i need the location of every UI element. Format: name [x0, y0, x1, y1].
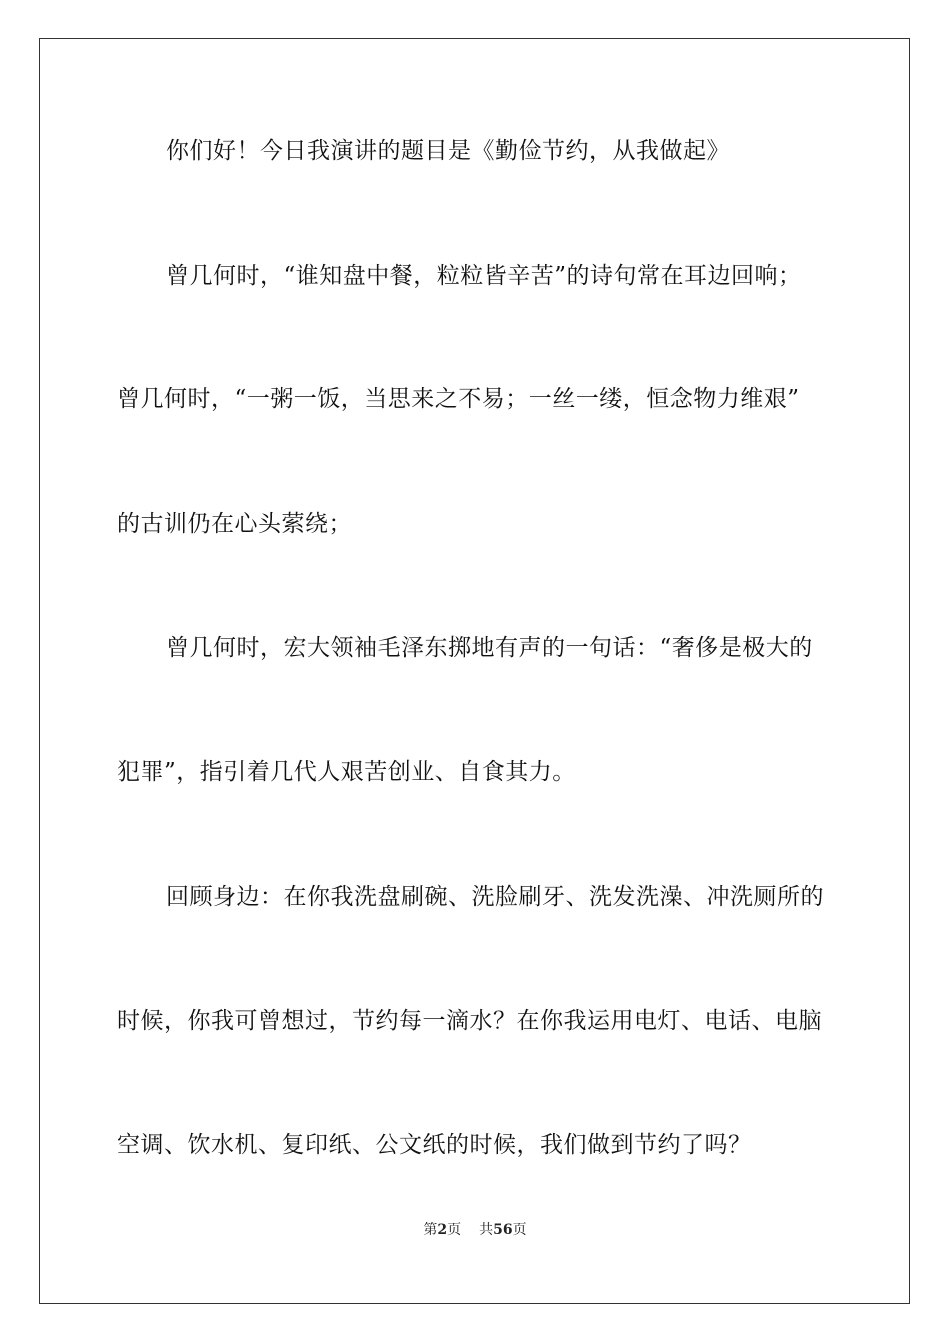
page-footer	[0, 1221, 950, 1239]
page-border	[39, 38, 910, 1304]
footer-total-pages: 56	[493, 1222, 513, 1238]
footer-total-prefix: 共	[479, 1222, 494, 1238]
text-line-7: 回顾身边：在你我洗盘刷碗、洗脸刷牙、洗发洗澡、冲洗厕所的	[166, 884, 824, 910]
text-line-8: 时候，你我可曾想过，节约每一滴水？在你我运用电灯、电话、电脑	[117, 1008, 822, 1034]
footer-page-prefix: 第	[423, 1222, 438, 1238]
footer-page-number: 2	[437, 1222, 448, 1238]
text-line-2: 曾几何时，“谁知盘中餐，粒粒皆辛苦”的诗句常在耳边回响；	[166, 263, 802, 289]
text-line-9: 空调、饮水机、复印纸、公文纸的时候，我们做到节约了吗？	[117, 1132, 752, 1158]
text-line-4: 的古训仍在心头萦绕；	[117, 511, 352, 537]
footer-total-suffix: 页	[512, 1222, 527, 1238]
text-line-5: 曾几何时，宏大领袖毛泽东掷地有声的一句话：“奢侈是极大的	[166, 635, 813, 661]
footer-page-suffix: 页	[447, 1222, 462, 1238]
text-line-3: 曾几何时，“一粥一饭，当思来之不易；一丝一缕，恒念物力维艰”	[117, 386, 800, 412]
text-line-6: 犯罪”，指引着几代人艰苦创业、自食其力。	[117, 759, 576, 785]
text-line-1: 你们好！今日我演讲的题目是《勤俭节约，从我做起》	[166, 138, 730, 164]
